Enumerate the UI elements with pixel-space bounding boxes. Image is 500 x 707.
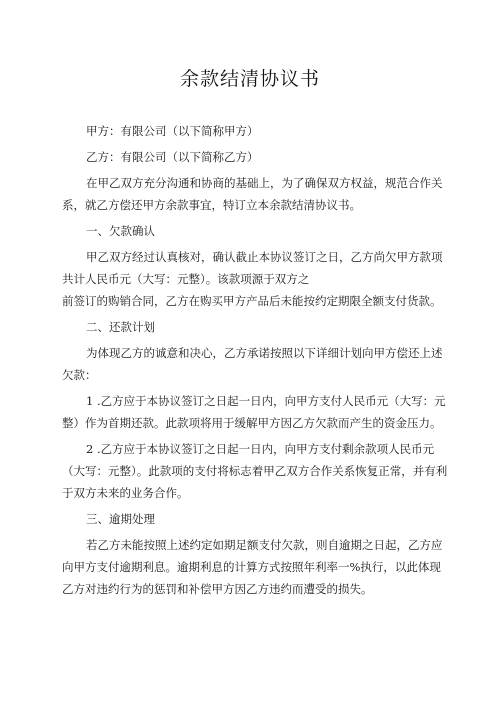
section-heading-debt-confirmation: 一、欠款确认 bbox=[86, 224, 155, 238]
document-title: 余款结清协议书 bbox=[179, 68, 320, 90]
debt-confirmation-continuation: 前签订的购销合同，乙方在购买甲方产品后未能按约定期限全额支付货款。 bbox=[62, 294, 442, 308]
party-b-line: 乙方：有限公司（以下简称乙方） bbox=[86, 150, 259, 164]
debt-confirmation-paragraph: 甲乙双方经过认真核对，确认截止本协议签订之日，乙方尚欠甲方款项共计人民币元（大写：元整）。该款项源于双方之 bbox=[62, 250, 443, 286]
preamble-paragraph: 在甲乙双方充分沟通和协商的基础上，为了确保双方权益，规范合作关系，就乙方偿还甲方余款事宜，特订立本余款结清协议书。 bbox=[62, 176, 443, 212]
party-a-line: 甲方：有限公司（以下简称甲方） bbox=[86, 124, 259, 138]
section-heading-repayment-plan: 二、还款计划 bbox=[86, 320, 155, 334]
overdue-handling-paragraph: 若乙方未能按照上述约定如期足额支付欠款，则自逾期之日起，乙方应向甲方支付逾期利息。逾期利息的计算方式按照年利率一%执行，以此体现乙方对违约行为的惩罚和补偿甲方因乙方违约而遭受的损失。 bbox=[62, 538, 443, 596]
repayment-item-2: 2 .乙方应于本协议签订之日起一日内，向甲方支付剩余款项人民币元（大写：元整）。此款项的支付将标志着甲乙双方合作关系恢复正常，并有利于双方未来的业务合作。 bbox=[62, 442, 448, 500]
section-heading-overdue-handling: 三、逾期处理 bbox=[86, 512, 155, 526]
repayment-plan-intro: 为体现乙方的诚意和决心，乙方承诺按照以下详细计划向甲方偿还上述欠款： bbox=[62, 346, 443, 382]
repayment-item-1: 1 .乙方应于本协议签订之日起一日内，向甲方支付人民币元（大写：元整）作为首期还款。此款项将用于缓解甲方因乙方欠款而产生的资金压力。 bbox=[62, 394, 446, 430]
document-body bbox=[62, 120, 452, 604]
